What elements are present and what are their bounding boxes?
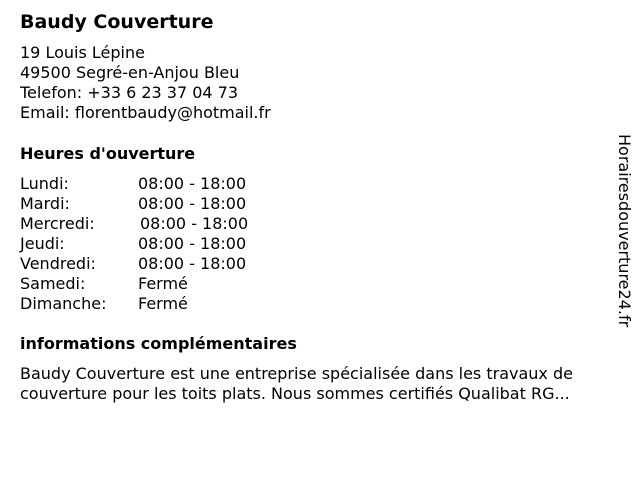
day-label: Vendredi: [20, 254, 96, 273]
hours-value: Fermé [138, 274, 188, 293]
day-label: Dimanche: [20, 294, 107, 313]
hours-value: Fermé [138, 294, 188, 313]
site-watermark: Horairesdouverture24.fr [615, 134, 634, 328]
business-name: Baudy Couverture [20, 11, 214, 33]
phone-number: Telefon: +33 6 23 37 04 73 [20, 83, 239, 102]
hours-value: 08:00 - 18:00 [138, 234, 247, 253]
email-address: Email: florentbaudy@hotmail.fr [20, 103, 271, 122]
address-block [20, 43, 271, 123]
hours-value: 08:00 - 18:00 [138, 174, 247, 193]
city-postcode: 49500 Segré-en-Anjou Bleu [20, 63, 240, 82]
business-description: Baudy Couverture est une entreprise spécialisée dans les travaux de couverture pour les toits plats. Nous sommes certifiés Qualibat RG... [20, 364, 573, 403]
additional-info-heading: informations complémentaires [20, 334, 297, 353]
day-label: Jeudi: [20, 234, 65, 253]
day-label: Lundi: [20, 174, 69, 193]
opening-hours-heading: Heures d'ouverture [20, 144, 196, 163]
hours-value: 08:00 - 18:00 [138, 194, 247, 213]
day-label: Mardi: [20, 194, 70, 213]
street-address: 19 Louis Lépine [20, 43, 145, 62]
hours-value: 08:00 - 18:00 [140, 214, 249, 233]
day-label: Mercredi: [20, 214, 95, 233]
day-label: Samedi: [20, 274, 86, 293]
hours-value: 08:00 - 18:00 [138, 254, 247, 273]
